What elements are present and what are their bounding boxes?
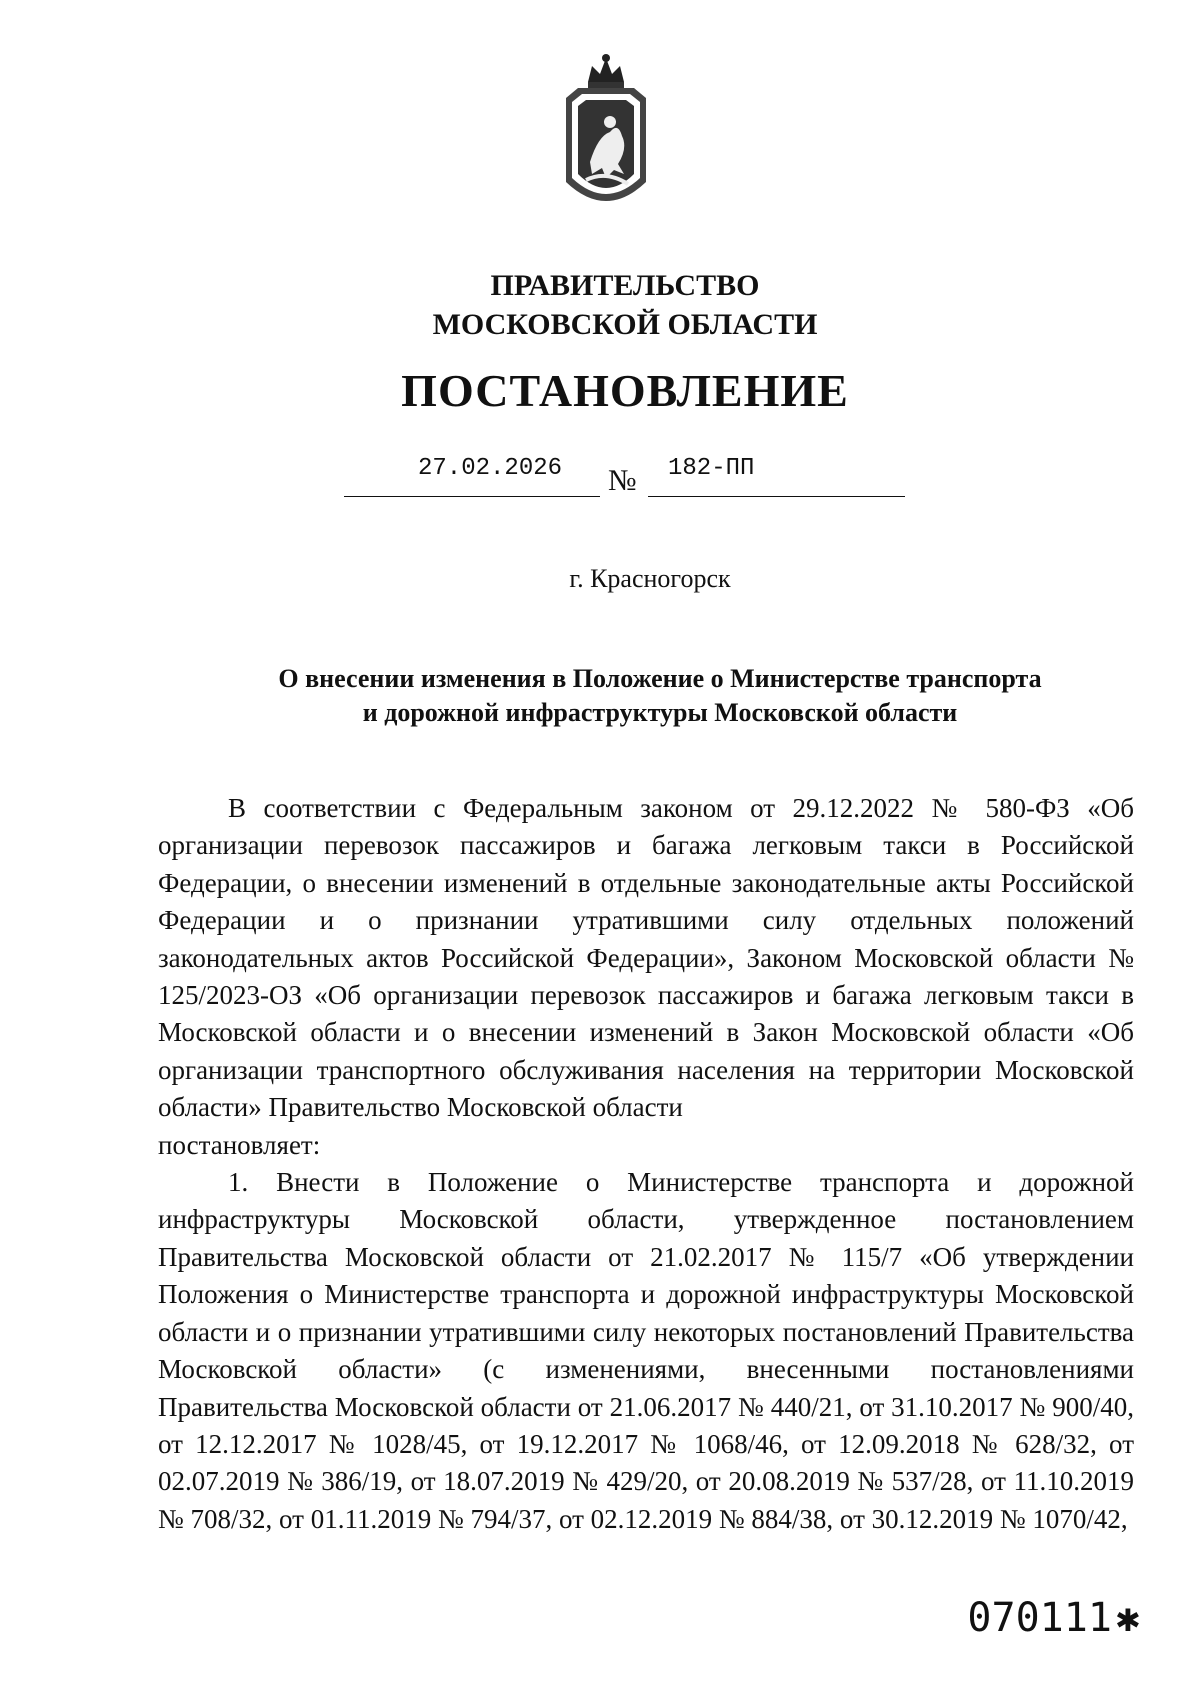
number-underline — [648, 496, 905, 497]
preamble-paragraph: В соответствии с Федеральным законом от 29.12.2022 № 580-ФЗ «Об организации перевозок пассажиров и багажа легковым такси в Российской Федерации, о внесении изменений в отдельные законодательные акты Российской Федерации и о признании утратившими силу отдельных положений законодательных актов Российской Федерации», Законом Московской области № 125/2023-ОЗ «Об организации перевозок пассажиров и багажа легковым такси в Московской области и о внесении изменений в Закон Московской области «Об организации транспортного обслуживания населения на территории Московской области» Правительство Московской области — [158, 793, 1134, 1123]
document-type: ПОСТАНОВЛЕНИЕ — [401, 365, 849, 416]
date-underline — [344, 496, 600, 497]
subject-line1: О внесении изменения в Положение о Министерстве транспорта — [278, 664, 1042, 693]
city: г. Красногорск — [569, 564, 731, 593]
document-date: 27.02.2026 — [418, 455, 563, 482]
org-name-line2: МОСКОВСКОЙ ОБЛАСТИ — [432, 308, 818, 341]
org-name-line1: ПРАВИТЕЛЬСТВО — [490, 269, 760, 302]
serial-number: 070111 — [967, 1595, 1112, 1641]
coat-of-arms-icon — [558, 52, 654, 214]
document-subject — [180, 662, 1140, 730]
document-number: 182-ПП — [668, 455, 755, 482]
document-serial — [967, 1595, 1140, 1641]
number-sign: № — [608, 464, 637, 497]
clause-1-paragraph: 1. Внести в Положение о Министерстве транспорта и дорожной инфраструктуры Московской области, утвержденное постановлением Правительства Московской области от 21.02.2017 № 115/7 «Об утверждении Положения о Министерстве транспорта и дорожной инфраструктуры Московской области и о признании утратившими силу некоторых постановлений Правительства Московской области» (с изменениями, внесенными постановлениями Правительства Московской области от 21.06.2017 № 440/21, от 31.10.2017 № 900/40, от 12.12.2017 № 1028/45, от 19.12.2017 № 1068/46, от 12.09.2018 № 628/32, от 02.07.2019 № 386/19, от 18.07.2019 № 429/20, от 20.08.2019 № 537/28, от 11.10.2019 № 708/32, от 01.11.2019 № 794/37, от 02.12.2019 № 884/38, от 30.12.2019 № 1070/42, — [158, 1167, 1134, 1534]
star-icon: ✱ — [1115, 1595, 1140, 1641]
preamble-ending: постановляет: — [158, 1129, 321, 1160]
document-body — [158, 790, 1134, 1538]
subject-line2: и дорожной инфраструктуры Московской области — [362, 698, 958, 727]
